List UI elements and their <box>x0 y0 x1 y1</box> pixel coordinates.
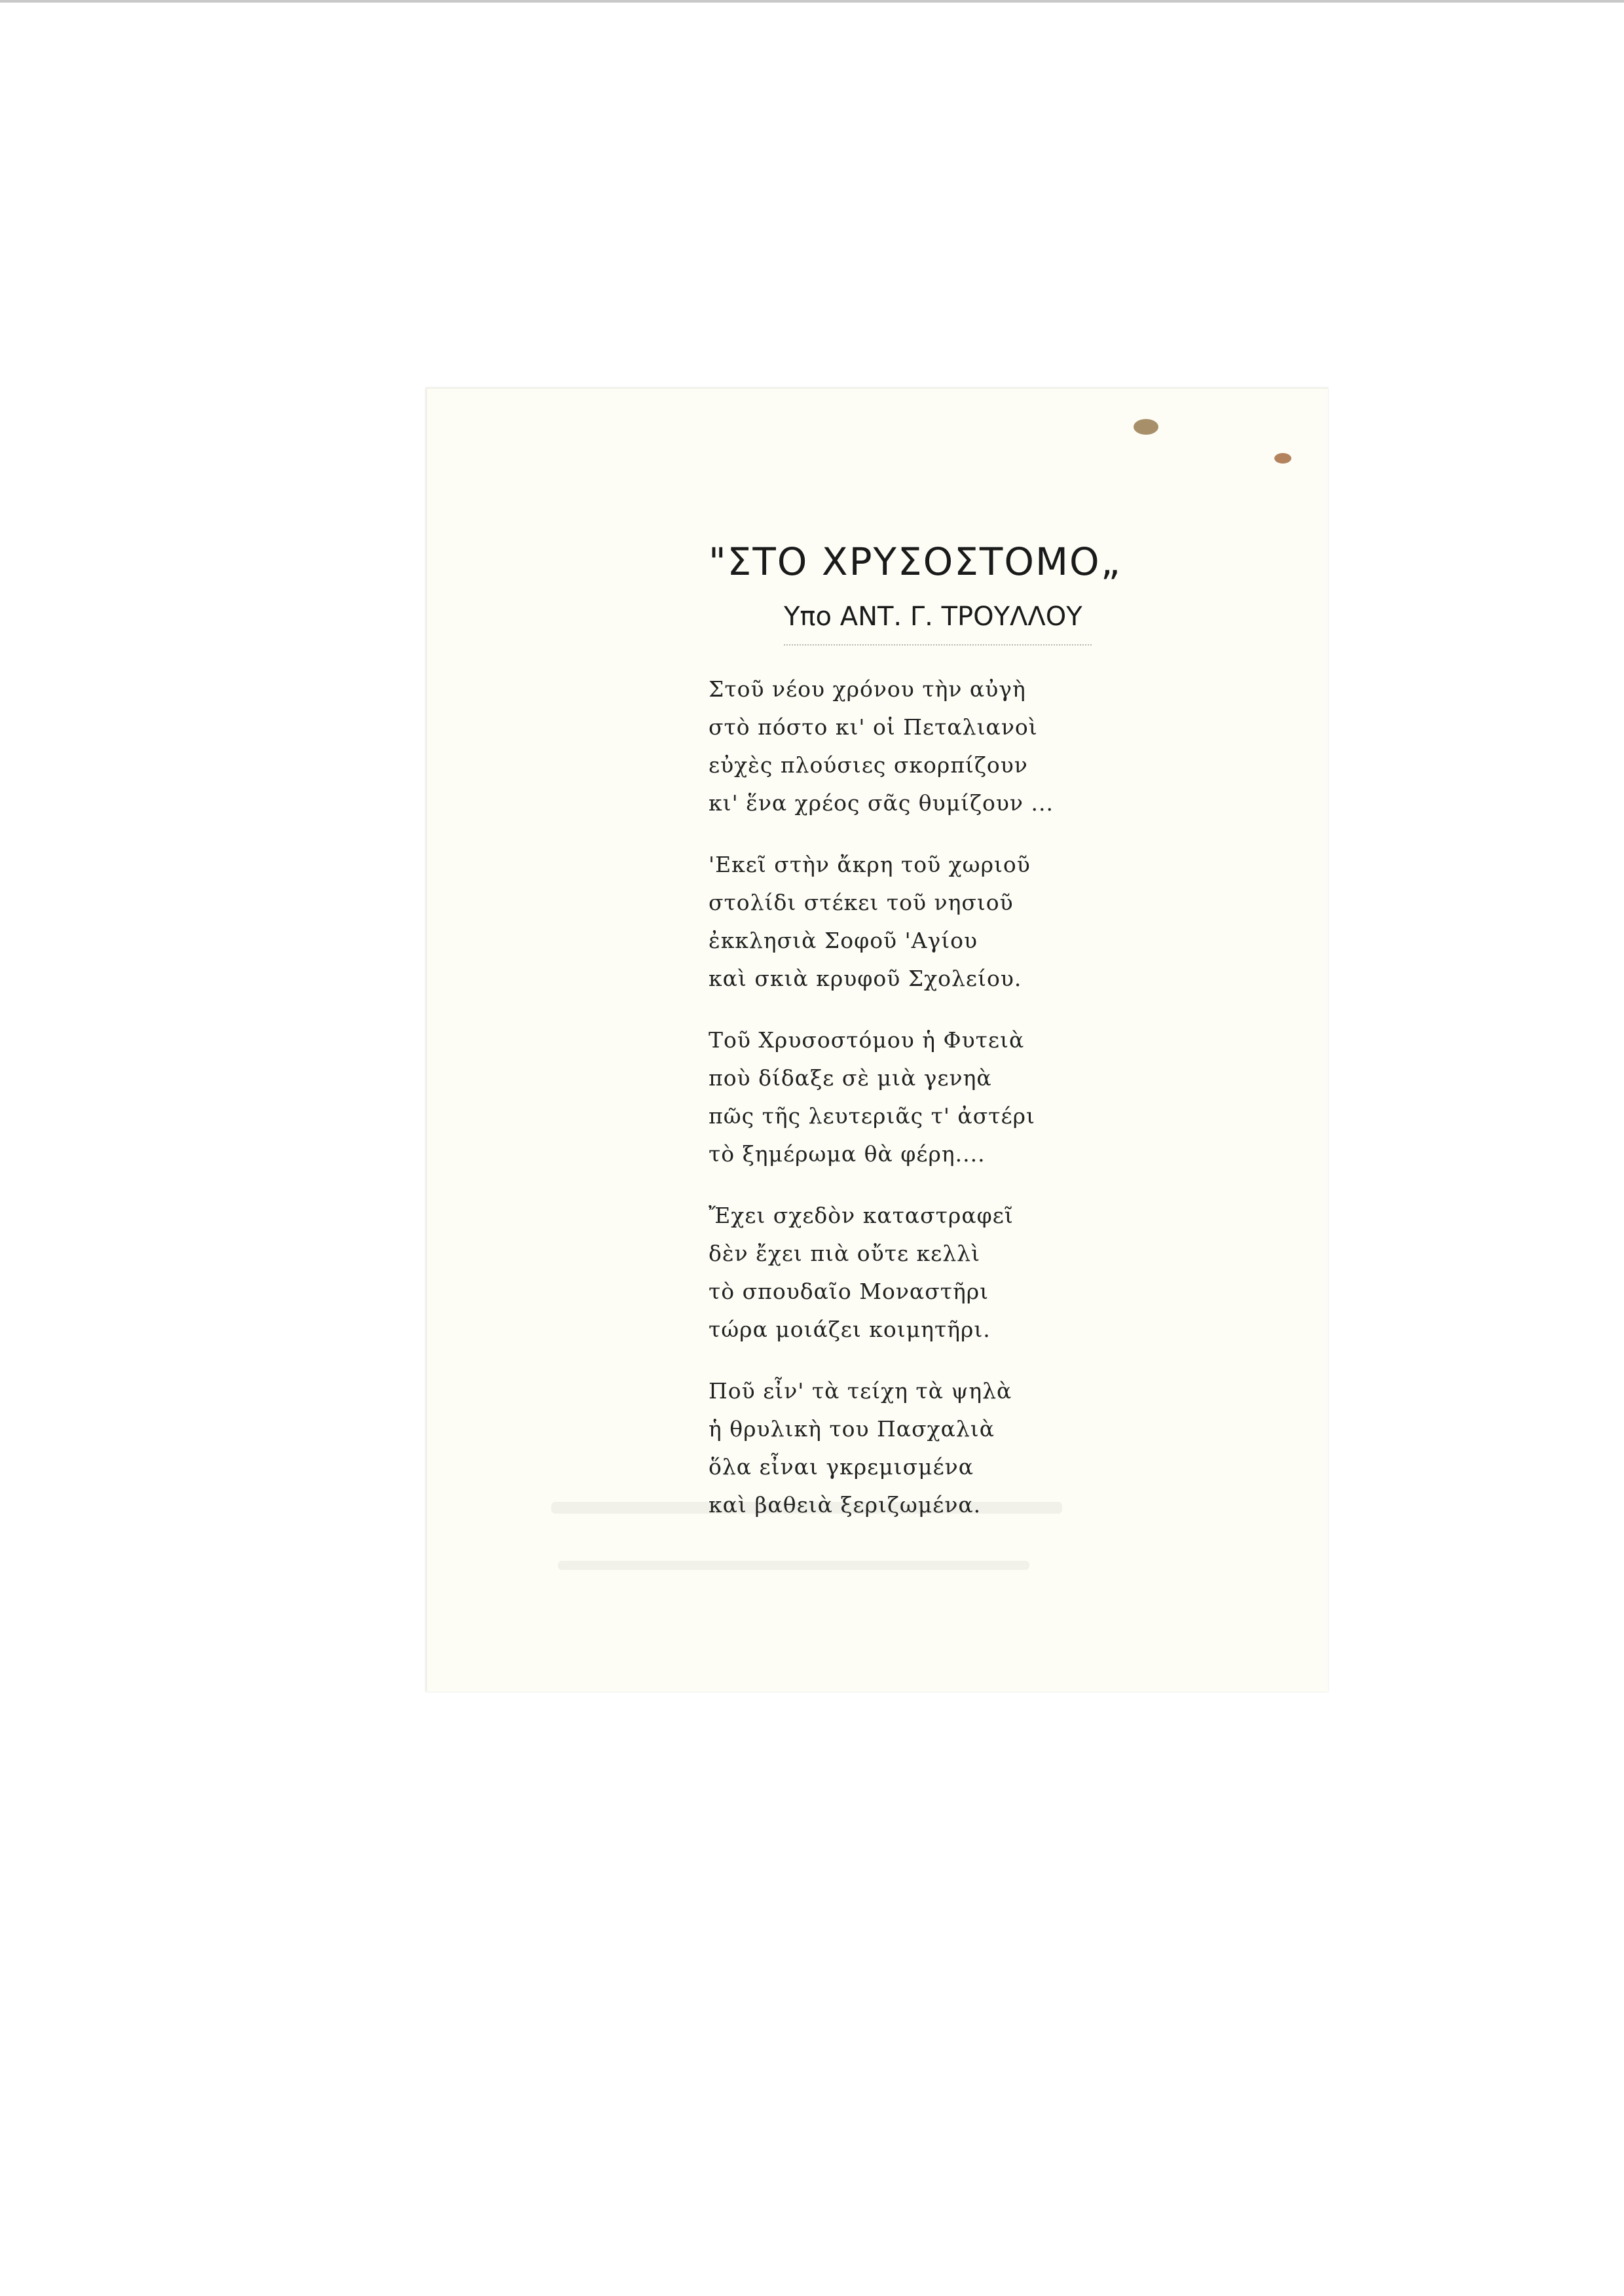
poem-line: ὅλα εἶναι γκρεμισμένα <box>709 1454 974 1480</box>
poem-card <box>426 388 1328 1692</box>
poem-line: στὸ πόστο κι' οἱ Πεταλιανοὶ <box>709 714 1038 740</box>
poem-line: στολίδι στέκει τοῦ νησιοῦ <box>709 890 1014 915</box>
stain-mark <box>1134 419 1158 435</box>
poem-line: κι' ἕνα χρέος σᾶς θυμίζουν ... <box>709 790 1054 816</box>
stanza <box>709 846 1180 998</box>
stanza <box>709 1372 1180 1524</box>
poem-line: καὶ βαθειὰ ξεριζωμένα. <box>709 1492 982 1518</box>
title-divider <box>784 644 1092 646</box>
poem-line: εὐχὲς πλούσιες σκορπίζουν <box>709 752 1028 778</box>
poem-line: ποὺ δίδαξε σὲ μιὰ γενηὰ <box>709 1065 992 1091</box>
poem-line: τὸ ξημέρωμα θὰ φέρη.... <box>709 1141 986 1167</box>
poem-line: ἡ θρυλικὴ του Πασχαλιὰ <box>709 1416 995 1442</box>
poem-line: πῶς τῆς λευτεριᾶς τ' ἀστέρι <box>709 1103 1035 1129</box>
poem-line: Τοῦ Χρυσοστόμου ἡ Φυτειὰ <box>709 1027 1025 1053</box>
poem-line: 'Εκεῖ στὴν ἄκρη τοῦ χωριοῦ <box>709 852 1031 877</box>
poem-line: δὲν ἔχει πιὰ οὔτε κελλὶ <box>709 1241 981 1266</box>
stanza <box>709 1021 1180 1173</box>
poem-line: καὶ σκιὰ κρυφοῦ Σχολείου. <box>709 966 1022 991</box>
scan-border-line <box>0 0 1624 3</box>
poem-line: τώρα μοιάζει κοιμητῆρι. <box>709 1317 991 1342</box>
poem-body <box>709 670 1180 1548</box>
poem-line: Ἔχει σχεδὸν καταστραφεῖ <box>709 1203 1014 1228</box>
poem-line: Ποῦ εἶν' τὰ τείχη τὰ ψηλὰ <box>709 1378 1012 1404</box>
poem-line: ἐκκλησιὰ Σοφοῦ 'Αγίου <box>709 928 978 953</box>
stanza <box>709 1197 1180 1349</box>
poem-byline: Υπο ΑΝΤ. Γ. ΤΡΟΥΛΛΟΥ <box>784 602 1082 632</box>
poem-line: Στοῦ νέου χρόνου τὴν αὐγὴ <box>709 676 1026 702</box>
poem-line: τὸ σπουδαῖο Μοναστῆρι <box>709 1279 989 1304</box>
stain-mark <box>1274 453 1291 464</box>
show-through-bleed <box>558 1561 1029 1570</box>
stanza <box>709 670 1180 822</box>
poem-title: "ΣΤΟ ΧΡΥΣΟΣΤΟΜΟ„ <box>709 539 1122 584</box>
